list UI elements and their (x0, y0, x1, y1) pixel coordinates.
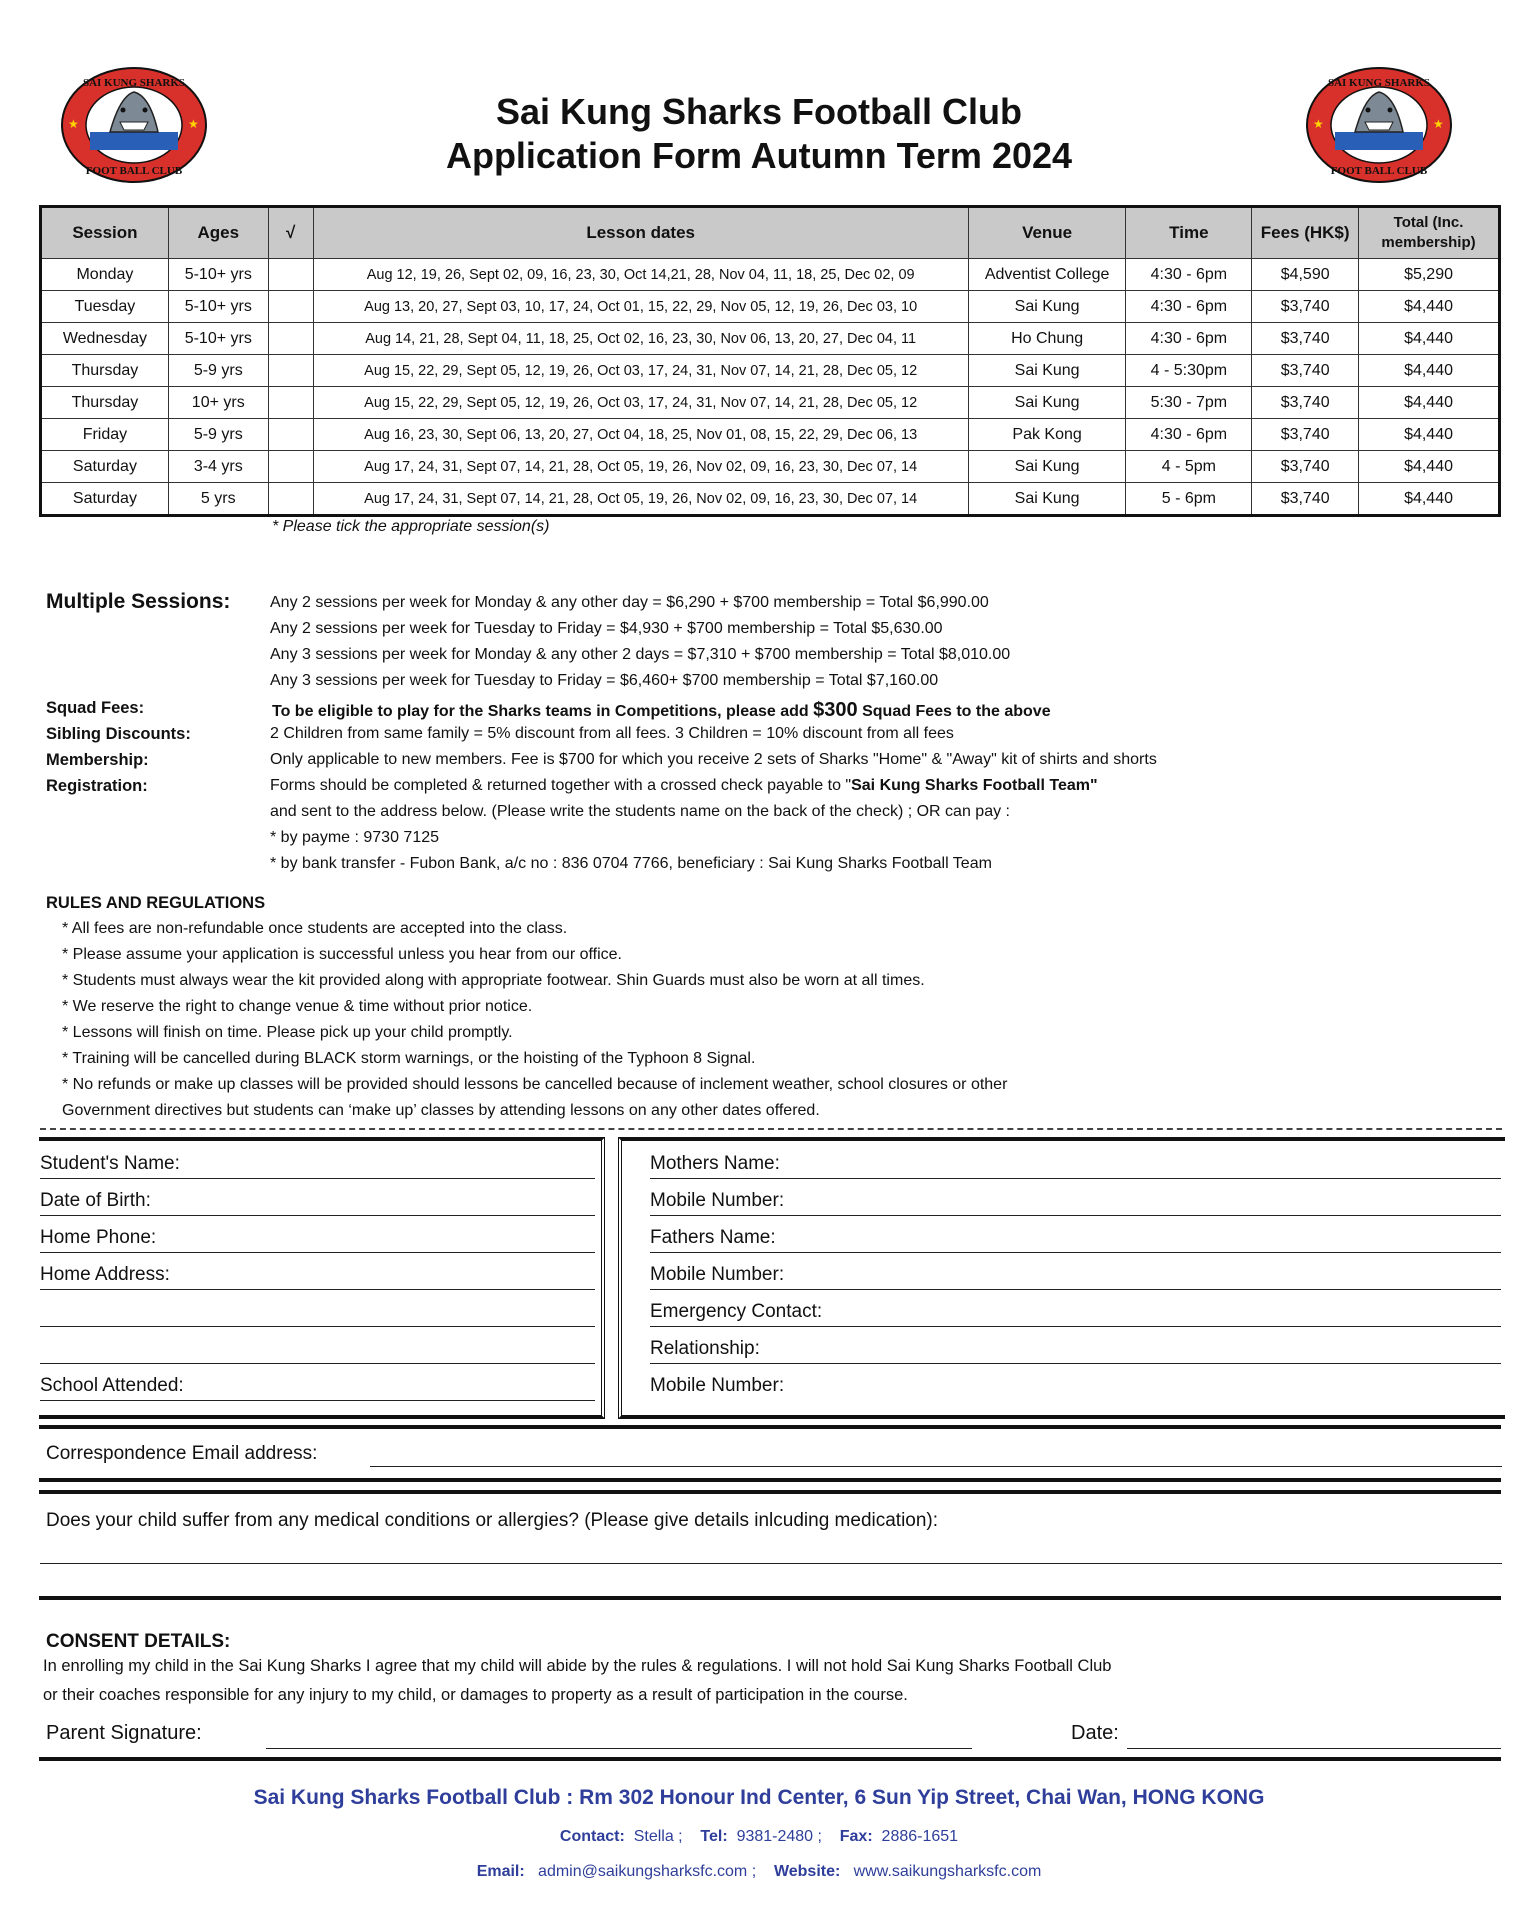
page-subtitle: Application Form Autumn Term 2024 (445, 135, 1073, 176)
emergency-contact-field[interactable]: Emergency Contact: (650, 1292, 1501, 1327)
cell-tick[interactable] (268, 419, 313, 451)
cell-total: $5,290 (1359, 259, 1500, 291)
school-attended-field[interactable]: School Attended: (40, 1366, 595, 1401)
consent-text: or their coaches responsible for any injury to my child, or damages to property as a result of participation in the course. (43, 1686, 908, 1704)
cell-tick[interactable] (268, 387, 313, 419)
svg-text:★: ★ (188, 117, 199, 131)
cell-venue: Sai Kung (968, 483, 1126, 516)
cell-session: Saturday (41, 451, 169, 483)
footer-website-link[interactable]: www.saikungsharksfc.com (853, 1863, 1042, 1880)
header-total: Total (Inc. membership) (1359, 207, 1500, 259)
schedule-body (41, 259, 1500, 516)
header-venue: Venue (968, 207, 1126, 259)
header-ages: Ages (168, 207, 268, 259)
divider (39, 1596, 1501, 1600)
cell-time: 5:30 - 7pm (1126, 387, 1252, 419)
club-logo-left (60, 66, 208, 184)
cell-time: 4:30 - 6pm (1126, 323, 1252, 355)
schedule-row (41, 291, 1500, 323)
cell-ages: 5-9 yrs (168, 355, 268, 387)
svg-text:★: ★ (68, 117, 79, 131)
cell-tick[interactable] (268, 323, 313, 355)
rules-heading: RULES AND REGULATIONS (46, 894, 266, 912)
emergency-mobile-field[interactable]: Mobile Number: (650, 1375, 785, 1396)
cell-venue: Pak Kong (968, 419, 1126, 451)
squad-fees-amount: $300 (813, 699, 858, 721)
email-label: Correspondence Email address: (46, 1443, 318, 1464)
cell-fees: $3,740 (1252, 483, 1359, 516)
cell-tick[interactable] (268, 355, 313, 387)
consent-text: In enrolling my child in the Sai Kung Sharks I agree that my child will abide by the rules & regulations. I will not hold Sai Kung Sharks Football Club (43, 1657, 1112, 1675)
signature-label: Parent Signature: (46, 1722, 202, 1744)
sibling-text: 2 Children from same family = 5% discount from all fees. 3 Children = 10% discount from all fees (270, 725, 954, 742)
squad-fees-text: To be eligible to play for the Sharks teams in Competitions, please add $300 Squad Fees to the above (272, 699, 1051, 721)
cell-time: 4 - 5pm (1126, 451, 1252, 483)
cell-ages: 5-9 yrs (168, 419, 268, 451)
cell-tick[interactable] (268, 291, 313, 323)
schedule-row (41, 419, 1500, 451)
relationship-field[interactable]: Relationship: (650, 1329, 1501, 1364)
cell-dates: Aug 12, 19, 26, Sept 02, 09, 16, 23, 30, Oct 14,21, 28, Nov 04, 11, 18, 25, Dec 02, 09 (313, 259, 968, 291)
rule-item: * Please assume your application is successful unless you hear from our office. (62, 946, 622, 963)
mothers-name-field[interactable]: Mothers Name: (650, 1144, 1501, 1179)
schedule-row (41, 387, 1500, 419)
home-phone-field[interactable]: Home Phone: (40, 1218, 595, 1253)
logo-text-bottom: FOOT BALL CLUB (1330, 165, 1428, 177)
cell-fees: $3,740 (1252, 419, 1359, 451)
home-address-line-3[interactable] (40, 1329, 595, 1364)
cell-dates: Aug 15, 22, 29, Sept 05, 12, 19, 26, Oct 03, 17, 24, 31, Nov 07, 14, 21, 28, Dec 05, 12 (313, 355, 968, 387)
cell-ages: 10+ yrs (168, 387, 268, 419)
email-input-line[interactable] (370, 1466, 1502, 1467)
tick-note: * Please tick the appropriate session(s) (272, 518, 550, 535)
cell-venue: Ho Chung (968, 323, 1126, 355)
registration-text: Forms should be completed & returned together with a crossed check payable to "Sai Kung Sharks Football Team" (270, 777, 1098, 794)
date-of-birth-field[interactable]: Date of Birth: (40, 1181, 595, 1216)
cell-fees: $3,740 (1252, 451, 1359, 483)
membership-text: Only applicable to new members. Fee is $700 for which you receive 2 sets of Sharks "Home" & "Away" kit of shirts and shorts (270, 751, 1157, 768)
cell-dates: Aug 15, 22, 29, Sept 05, 12, 19, 26, Oct 03, 17, 24, 31, Nov 07, 14, 21, 28, Dec 05, 12 (313, 387, 968, 419)
rule-item: * Students must always wear the kit provided along with appropriate footwear. Shin Guards must also be worn at all times. (62, 972, 925, 989)
father-mobile-field[interactable]: Mobile Number: (650, 1255, 1501, 1290)
cell-time: 5 - 6pm (1126, 483, 1252, 516)
cell-session: Thursday (41, 387, 169, 419)
cell-time: 4:30 - 6pm (1126, 259, 1252, 291)
cell-total: $4,440 (1359, 387, 1500, 419)
cell-dates: Aug 17, 24, 31, Sept 07, 14, 21, 28, Oct 05, 19, 26, Nov 02, 09, 16, 23, 30, Dec 07, 14 (313, 483, 968, 516)
cell-ages: 3-4 yrs (168, 451, 268, 483)
cut-line (40, 1128, 1502, 1130)
header-session: Session (41, 207, 169, 259)
registration-line: * by bank transfer - Fubon Bank, a/c no : 836 0704 7766, beneficiary : Sai Kung Sharks Football Team (270, 855, 992, 872)
date-line[interactable] (1127, 1748, 1501, 1749)
cell-time: 4:30 - 6pm (1126, 291, 1252, 323)
student-name-field[interactable]: Student's Name: (40, 1144, 595, 1179)
cell-venue: Sai Kung (968, 451, 1126, 483)
svg-text:★: ★ (1313, 117, 1324, 131)
membership-label: Membership: (46, 751, 149, 769)
schedule-row (41, 259, 1500, 291)
mother-mobile-field[interactable]: Mobile Number: (650, 1181, 1501, 1216)
logo-text-bottom: FOOT BALL CLUB (85, 165, 183, 177)
cell-ages: 5-10+ yrs (168, 259, 268, 291)
home-address-field[interactable]: Home Address: (40, 1255, 595, 1290)
cell-dates: Aug 14, 21, 28, Sept 04, 11, 18, 25, Oct 02, 16, 23, 30, Nov 06, 13, 20, 27, Dec 04, 11 (313, 323, 968, 355)
header-fees: Fees (HK$) (1252, 207, 1359, 259)
cell-fees: $3,740 (1252, 387, 1359, 419)
footer-contact: Contact: Stella ; Tel: 9381-2480 ; Fax: 2886-1651 (559, 1828, 959, 1845)
cell-ages: 5-10+ yrs (168, 291, 268, 323)
logo-text-top: SAI KUNG SHARKS (1327, 77, 1431, 89)
schedule-table (39, 205, 1501, 517)
header-time: Time (1126, 207, 1252, 259)
footer-address: Sai Kung Sharks Football Club : Rm 302 Honour Ind Center, 6 Sun Yip Street, Chai Wan, HONG KONG (253, 1786, 1265, 1809)
squad-fees-label: Squad Fees: (46, 699, 145, 717)
rule-item: * All fees are non-refundable once students are accepted into the class. (62, 920, 568, 937)
cell-total: $4,440 (1359, 419, 1500, 451)
medical-input-line[interactable] (40, 1563, 1502, 1564)
cell-total: $4,440 (1359, 483, 1500, 516)
cell-session: Tuesday (41, 291, 169, 323)
cell-total: $4,440 (1359, 451, 1500, 483)
schedule-row (41, 323, 1500, 355)
date-label: Date: (1071, 1722, 1119, 1744)
cell-time: 4:30 - 6pm (1126, 419, 1252, 451)
multiple-sessions-label: Multiple Sessions: (46, 590, 231, 613)
logo-text-top: SAI KUNG SHARKS (82, 77, 186, 89)
cell-fees: $4,590 (1252, 259, 1359, 291)
registration-line: * by payme : 9730 7125 (270, 829, 440, 846)
rule-item: * We reserve the right to change venue & time without prior notice. (62, 998, 533, 1015)
schedule-row (41, 355, 1500, 387)
multiple-line: Any 2 sessions per week for Tuesday to Friday = $4,930 + $700 membership = Total $5,630.00 (270, 620, 943, 637)
cell-tick[interactable] (268, 483, 313, 516)
medical-label: Does your child suffer from any medical conditions or allergies? (Please give details inlcuding medication): (46, 1510, 939, 1531)
registration-label: Registration: (46, 777, 148, 795)
cell-fees: $3,740 (1252, 323, 1359, 355)
svg-text:★: ★ (1433, 117, 1444, 131)
header-tick: √ (268, 207, 313, 259)
sibling-label: Sibling Discounts: (46, 725, 191, 743)
cell-total: $4,440 (1359, 291, 1500, 323)
multiple-line: Any 3 sessions per week for Tuesday to Friday = $6,460+ $700 membership = Total $7,160.00 (270, 672, 939, 689)
cell-venue: Sai Kung (968, 291, 1126, 323)
cell-tick[interactable] (268, 451, 313, 483)
divider (39, 1478, 1501, 1482)
schedule-row (41, 451, 1500, 483)
cell-venue: Adventist College (968, 259, 1126, 291)
fathers-name-field[interactable]: Fathers Name: (650, 1218, 1501, 1253)
page-title: Sai Kung Sharks Football Club (495, 91, 1023, 132)
registration-line: and sent to the address below. (Please write the students name on the back of the check) ; OR can pay : (270, 803, 1010, 820)
footer-web: Email: admin@saikungsharksfc.com ; Website: www.saikungsharksfc.com (476, 1863, 1042, 1880)
rule-item: Government directives but students can ‘make up’ classes by attending lessons on any other dates offered. (62, 1102, 820, 1119)
divider (39, 1757, 1501, 1761)
cell-fees: $3,740 (1252, 291, 1359, 323)
consent-heading: CONSENT DETAILS: (46, 1631, 231, 1652)
home-address-line-2[interactable] (40, 1292, 595, 1327)
rule-item: * No refunds or make up classes will be provided should lessons be cancelled because of inclement weather, school closures or other (62, 1076, 1008, 1093)
cell-dates: Aug 17, 24, 31, Sept 07, 14, 21, 28, Oct 05, 19, 26, Nov 02, 09, 16, 23, 30, Dec 07, 14 (313, 451, 968, 483)
cell-session: Wednesday (41, 323, 169, 355)
cell-session: Saturday (41, 483, 169, 516)
cell-ages: 5-10+ yrs (168, 323, 268, 355)
cell-tick[interactable] (268, 259, 313, 291)
club-logo-right (1305, 66, 1453, 184)
signature-line[interactable] (266, 1748, 972, 1749)
divider (39, 1490, 1501, 1494)
header-lesson-dates: Lesson dates (313, 207, 968, 259)
cell-session: Friday (41, 419, 169, 451)
cell-dates: Aug 16, 23, 30, Sept 06, 13, 20, 27, Oct 04, 18, 25, Nov 01, 08, 15, 22, 29, Dec 06, 13 (313, 419, 968, 451)
rule-item: * Training will be cancelled during BLACK storm warnings, or the hoisting of the Typhoon 8 Signal. (62, 1050, 756, 1067)
cell-fees: $3,740 (1252, 355, 1359, 387)
cell-venue: Sai Kung (968, 355, 1126, 387)
multiple-line: Any 3 sessions per week for Monday & any other 2 days = $7,310 + $700 membership = Total $8,010.00 (270, 646, 1011, 663)
cell-total: $4,440 (1359, 323, 1500, 355)
schedule-header-row (41, 207, 1500, 259)
footer-email-link[interactable]: admin@saikungsharksfc.com ; (538, 1863, 757, 1880)
cell-venue: Sai Kung (968, 387, 1126, 419)
schedule-row (41, 483, 1500, 516)
cell-total: $4,440 (1359, 355, 1500, 387)
cell-time: 4 - 5:30pm (1126, 355, 1252, 387)
rule-item: * Lessons will finish on time. Please pick up your child promptly. (62, 1024, 513, 1041)
cell-dates: Aug 13, 20, 27, Sept 03, 10, 17, 24, Oct 01, 15, 22, 29, Nov 05, 12, 19, 26, Dec 03, 10 (313, 291, 968, 323)
divider (39, 1425, 1501, 1429)
cell-session: Monday (41, 259, 169, 291)
cell-ages: 5 yrs (168, 483, 268, 516)
multiple-line: Any 2 sessions per week for Monday & any other day = $6,290 + $700 membership = Total $6,990.00 (270, 594, 989, 611)
cell-session: Thursday (41, 355, 169, 387)
